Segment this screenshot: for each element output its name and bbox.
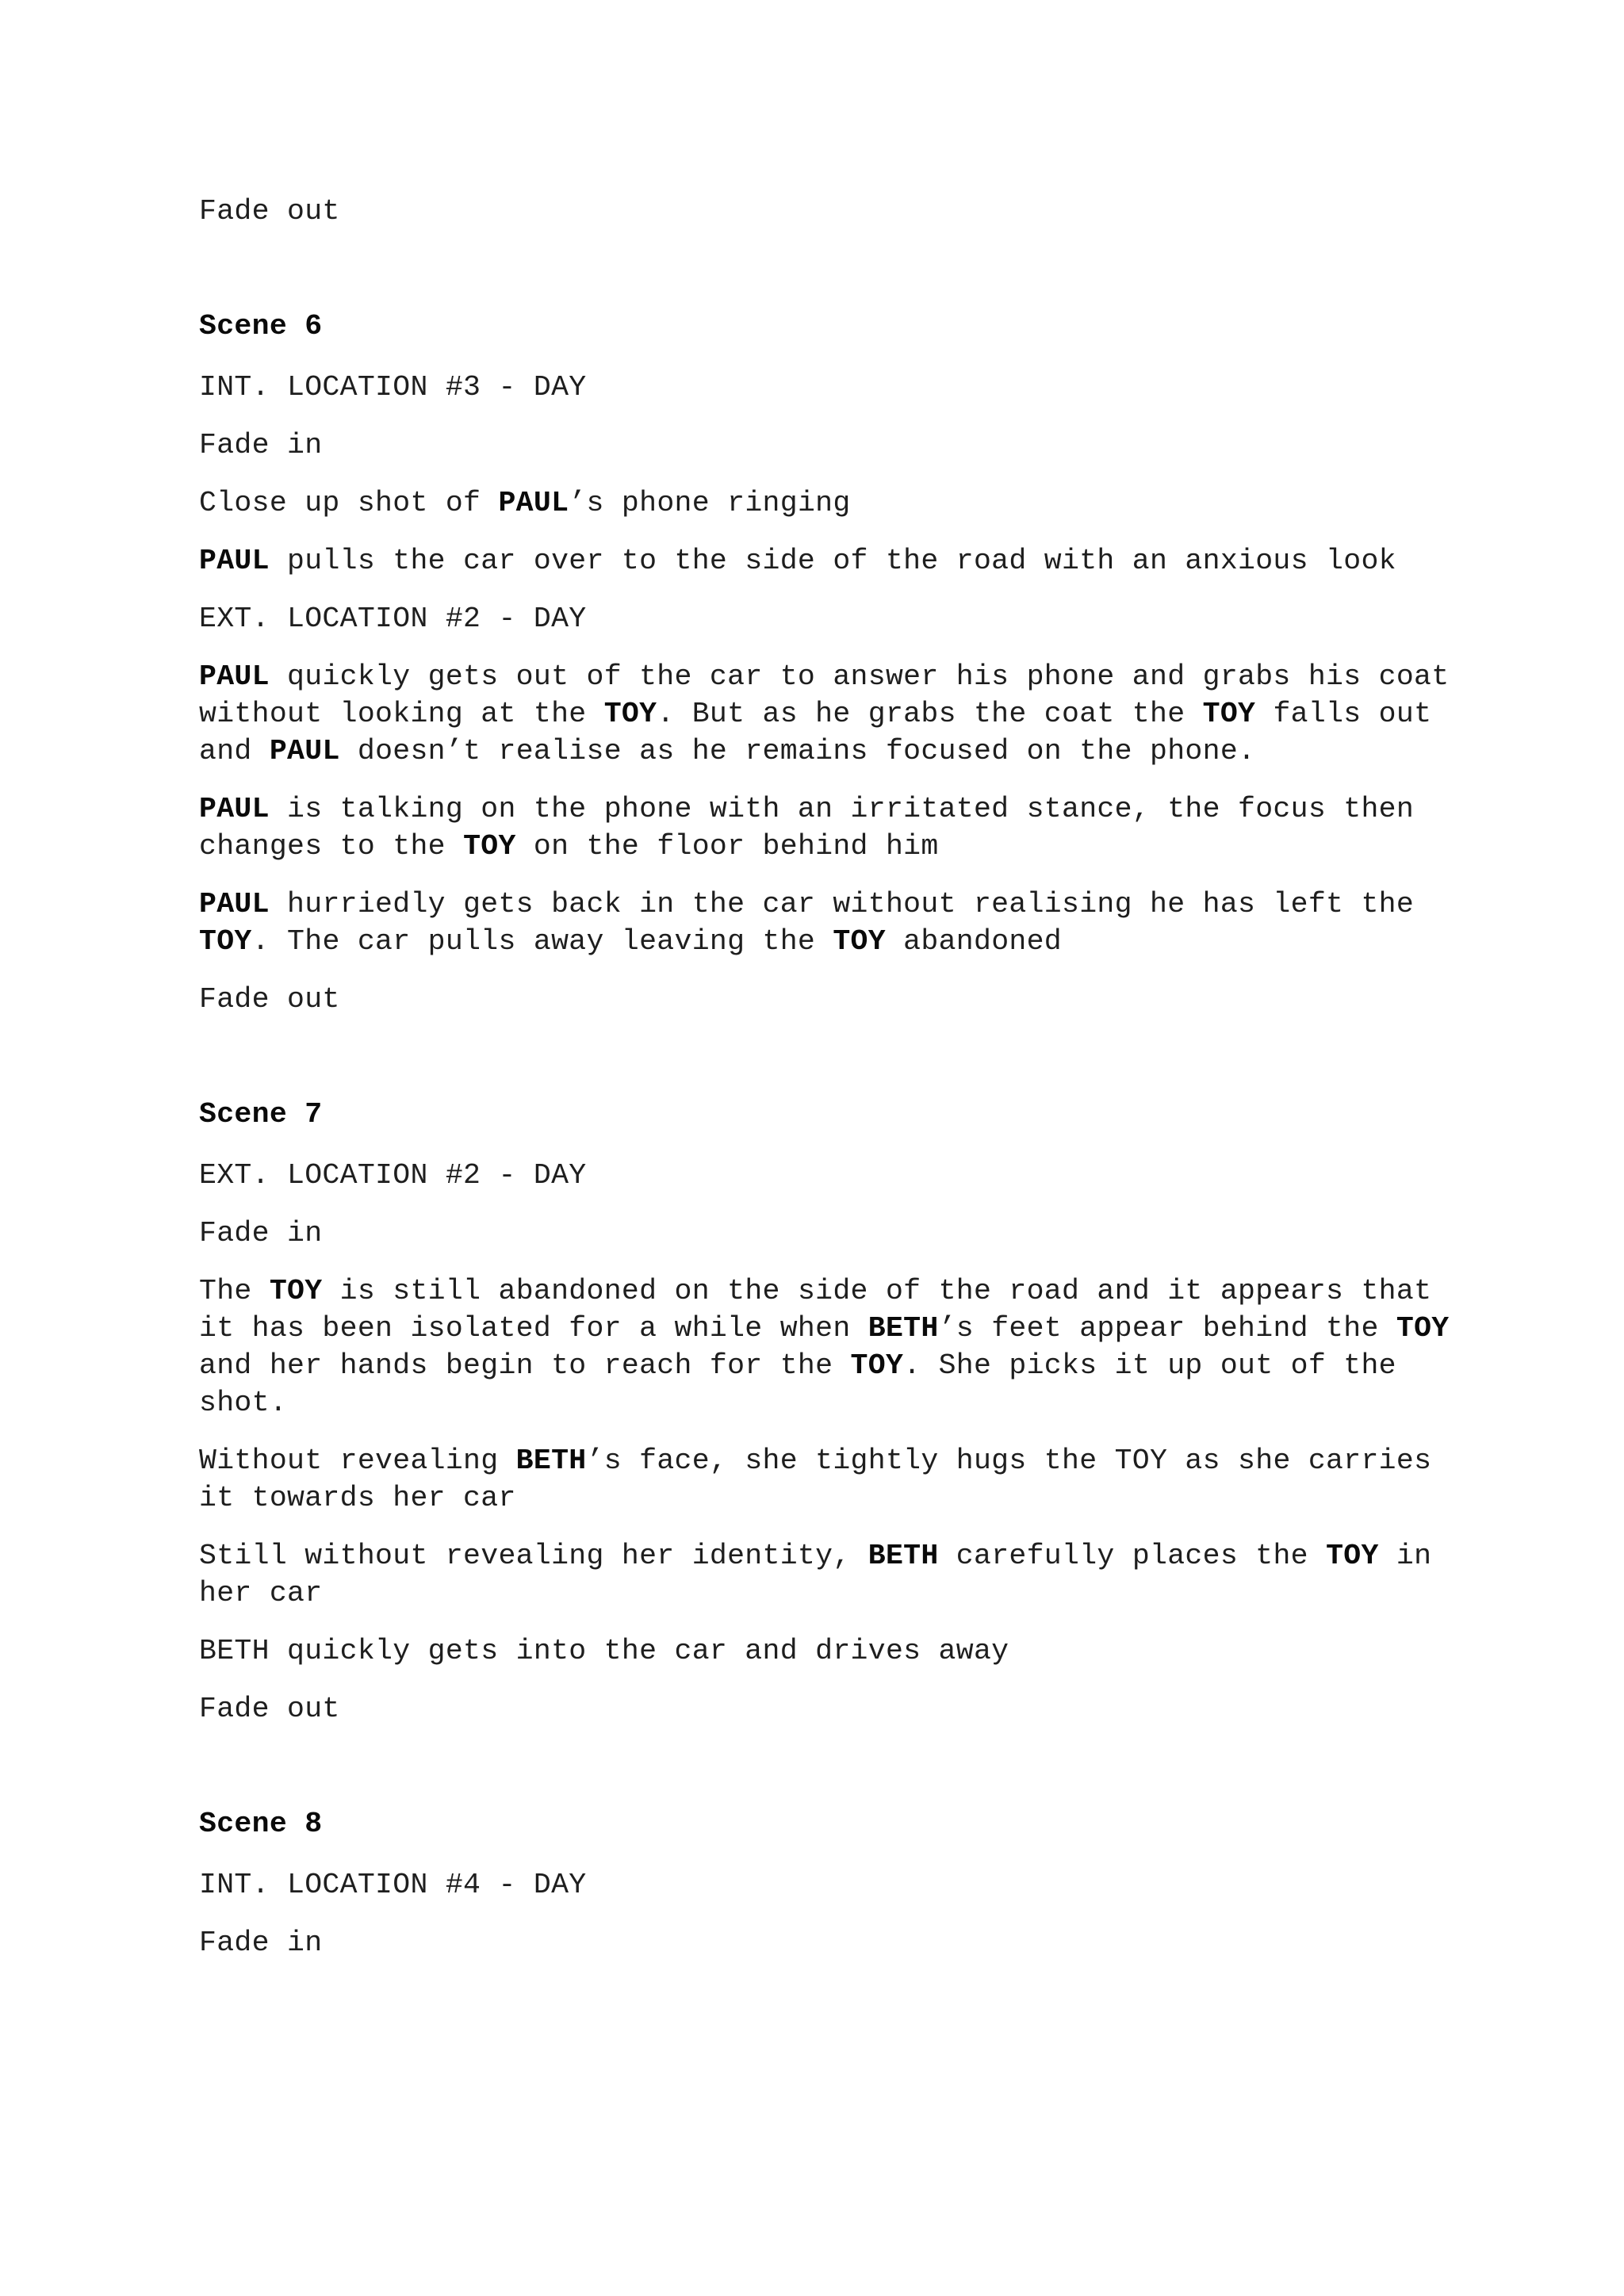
character-name: TOY [463,830,516,863]
text-run: . The car pulls away leaving the [251,925,833,958]
text-run: ’s face, she tightly hugs the TOY as she carries it towards her car [199,1445,1432,1514]
text-run: Fade out [199,1693,340,1725]
text-run: Fade in [199,429,323,461]
text-run: The [199,1275,270,1307]
text-run: Scene 8 [199,1808,323,1840]
scene-heading [199,1805,1452,1843]
text-run: Fade in [199,1927,323,1959]
script-paragraph [199,1537,1452,1612]
character-name: TOY [833,925,886,958]
script-paragraph [199,1272,1452,1422]
text-run: Fade out [199,195,340,228]
script-paragraph [199,658,1452,770]
text-run: . But as he grabs the coat the [657,698,1203,730]
text-run: Without revealing [199,1445,516,1477]
text-run: Still without revealing her identity, [199,1540,868,1572]
script-paragraph [199,193,1452,230]
script-paragraph [199,1215,1452,1252]
script-paragraph [199,427,1452,464]
screenplay-body [199,193,1452,1982]
script-paragraph [199,1632,1452,1670]
character-name: TOY [603,698,657,730]
character-name: PAUL [498,487,569,519]
character-name: TOY [199,925,252,958]
character-name: PAUL [199,545,270,577]
scene-heading [199,308,1452,345]
text-run: BETH quickly gets into the car and drives away [199,1635,1009,1667]
script-paragraph [199,1690,1452,1728]
character-name: TOY [1396,1312,1450,1345]
text-run: Close up shot of [199,487,499,519]
script-paragraph [199,542,1452,580]
character-name: TOY [1326,1540,1379,1572]
text-run: pulls the car over to the side of the road with an anxious look [269,545,1396,577]
text-run: is still abandoned on the side of the road and it appears that it has been isolated for a while when [199,1275,1432,1345]
text-run: quickly gets out of the car to answer his phone and grabs his coat without looking at the [199,660,1450,730]
script-paragraph [199,1924,1452,1961]
script-paragraph [199,790,1452,865]
text-run: and her hands begin to reach for the [199,1349,851,1382]
text-run: in her car [199,1540,1432,1609]
text-run: doesn’t realise as he remains focused on the phone. [339,735,1256,767]
character-name: PAUL [199,793,270,825]
text-run: INT. LOCATION #4 - DAY [199,1869,587,1901]
character-name: PAUL [269,735,340,767]
text-run: is talking on the phone with an irritated stance, the focus then changes to the [199,793,1415,863]
script-paragraph [199,1866,1452,1904]
character-name: PAUL [199,660,270,693]
scene-heading [199,1096,1452,1133]
text-run: . She picks it up out of the shot. [199,1349,1396,1419]
script-paragraph [199,1442,1452,1517]
script-paragraph [199,1157,1452,1194]
text-run: Scene 6 [199,310,323,342]
script-paragraph [199,600,1452,637]
text-run: abandoned [885,925,1063,958]
text-run: Fade out [199,983,340,1016]
script-paragraph [199,484,1452,522]
character-name: PAUL [199,888,270,920]
text-run: on the floor behind him [515,830,939,863]
text-run: Scene 7 [199,1098,323,1131]
script-paragraph [199,981,1452,1018]
character-name: TOY [1202,698,1256,730]
character-name: TOY [269,1275,323,1307]
character-name: BETH [868,1312,939,1345]
character-name: BETH [515,1445,587,1477]
character-name: TOY [850,1349,904,1382]
script-paragraph [199,369,1452,406]
text-run: carefully places the [938,1540,1327,1572]
text-run: Fade in [199,1217,323,1249]
text-run: ’s feet appear behind the [938,1312,1396,1345]
text-run: INT. LOCATION #3 - DAY [199,371,587,404]
script-paragraph [199,886,1452,960]
text-run: EXT. LOCATION #2 - DAY [199,603,587,635]
text-run: hurriedly gets back in the car without realising he has left the [269,888,1415,920]
text-run: EXT. LOCATION #2 - DAY [199,1159,587,1192]
text-run: ’s phone ringing [569,487,851,519]
text-run: falls out and [199,698,1432,767]
character-name: BETH [868,1540,939,1572]
